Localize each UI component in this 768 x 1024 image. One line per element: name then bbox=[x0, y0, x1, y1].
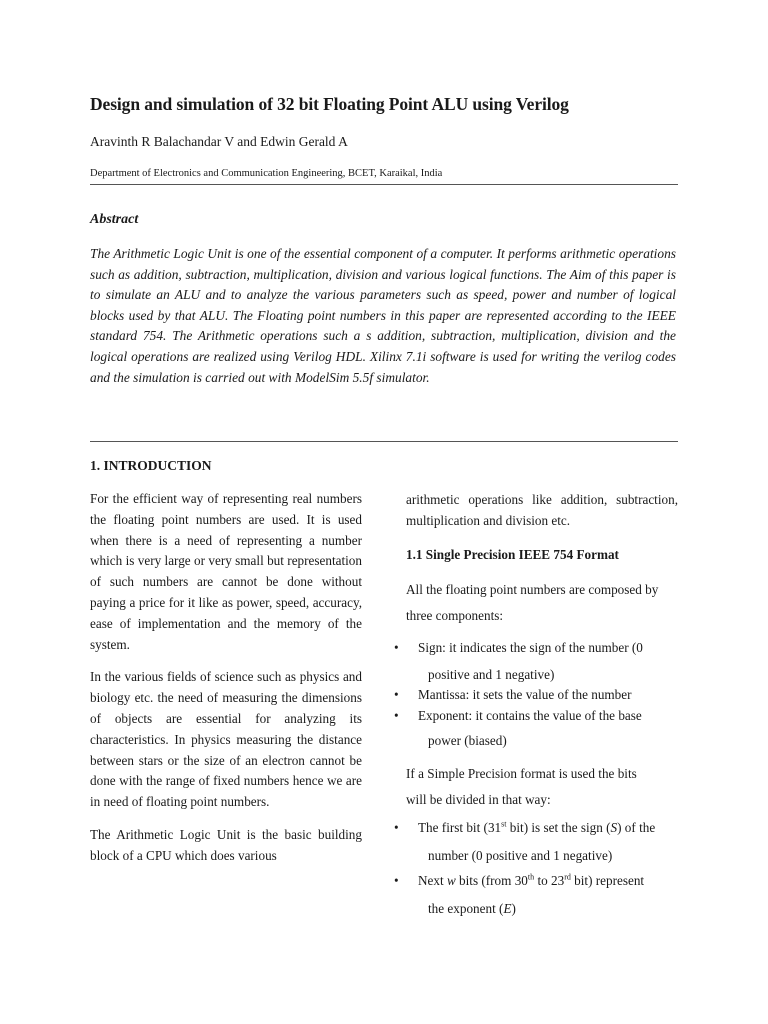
paragraph: The Arithmetic Logic Unit is the basic building block of a CPU which does various bbox=[90, 826, 362, 863]
bullet-icon: • bbox=[394, 687, 399, 702]
list-item: • Next w bits (from 30th to 23rd bit) represent the exponent (E) bbox=[394, 872, 645, 916]
paragraph: For the efficient way of representing real numbers the floating point numbers are used. It is used when there is a need of representing a number which is very large or very small but representation of such numbers are cannot be done without paying a price for it like as power, speed, accuracy, ease of implementation and the memory of the system. bbox=[90, 491, 362, 652]
divider bbox=[90, 441, 678, 442]
paper-title: Design and simulation of 32 bit Floating Point ALU using Verilog bbox=[90, 94, 569, 114]
affiliation: Department of Electronics and Communication Engineering, BCET, Karaikal, India bbox=[90, 168, 443, 179]
paragraph: If a Simple Precision format is used the bits will be divided in that way: bbox=[406, 766, 637, 807]
list-item: • Exponent: it contains the value of the base power (biased) bbox=[406, 705, 678, 755]
list-item: • The first bit (31st bit) is set the sign (S) of the number (0 positive and 1 negative) bbox=[406, 815, 678, 871]
paragraph: In the various fields of science such as physics and biology etc. the need of measuring the dimensions of objects are essential for analyzing its characteristics. In physics measuring the distance between stars or the size of an electron cannot be done with the range of fixed numbers hence we are in need of floating point numbers. bbox=[90, 669, 362, 810]
abstract-heading: Abstract bbox=[90, 212, 139, 227]
bullet-icon: • bbox=[394, 708, 399, 723]
section-heading-introduction: 1. INTRODUCTION bbox=[90, 458, 212, 473]
divider bbox=[90, 184, 678, 185]
subsection-heading: 1.1 Single Precision IEEE 754 Format bbox=[406, 547, 619, 562]
left-column bbox=[90, 489, 362, 879]
list-item: • Mantissa: it sets the value of the number bbox=[406, 685, 678, 705]
bullet-icon: • bbox=[394, 640, 399, 655]
paragraph: All the floating point numbers are composed by three components: bbox=[406, 582, 659, 623]
abstract-body: The Arithmetic Logic Unit is one of the essential component of a computer. It performs arithmetic operations such as addition, subtraction, multiplication, division and various logical functions. The Aim of this paper is to simulate an ALU and to analyze the various parameters such as speed, power and number of logical blocks used by that ALU. The Floating point numbers in this paper are represented according to the IEEE standard 754. The Arithmetic operations such a s addition, subtraction, multiplication, division and the logical operations are realized using Verilog HDL. Xilinx 7.1i software is used for writing the verilog codes and the simulation is carried out with ModelSim 5.5f simulator. bbox=[90, 246, 676, 385]
author-list: Aravinth R Balachandar V and Edwin Gerald A bbox=[90, 134, 348, 149]
bullet-icon: • bbox=[394, 820, 399, 835]
bullet-icon: • bbox=[394, 873, 399, 888]
right-column bbox=[394, 489, 678, 927]
paragraph: arithmetic operations like addition, subtraction, multiplication and division etc. bbox=[406, 492, 678, 528]
list-item: • Sign: it indicates the sign of the number (0 positive and 1 negative) bbox=[406, 633, 678, 687]
